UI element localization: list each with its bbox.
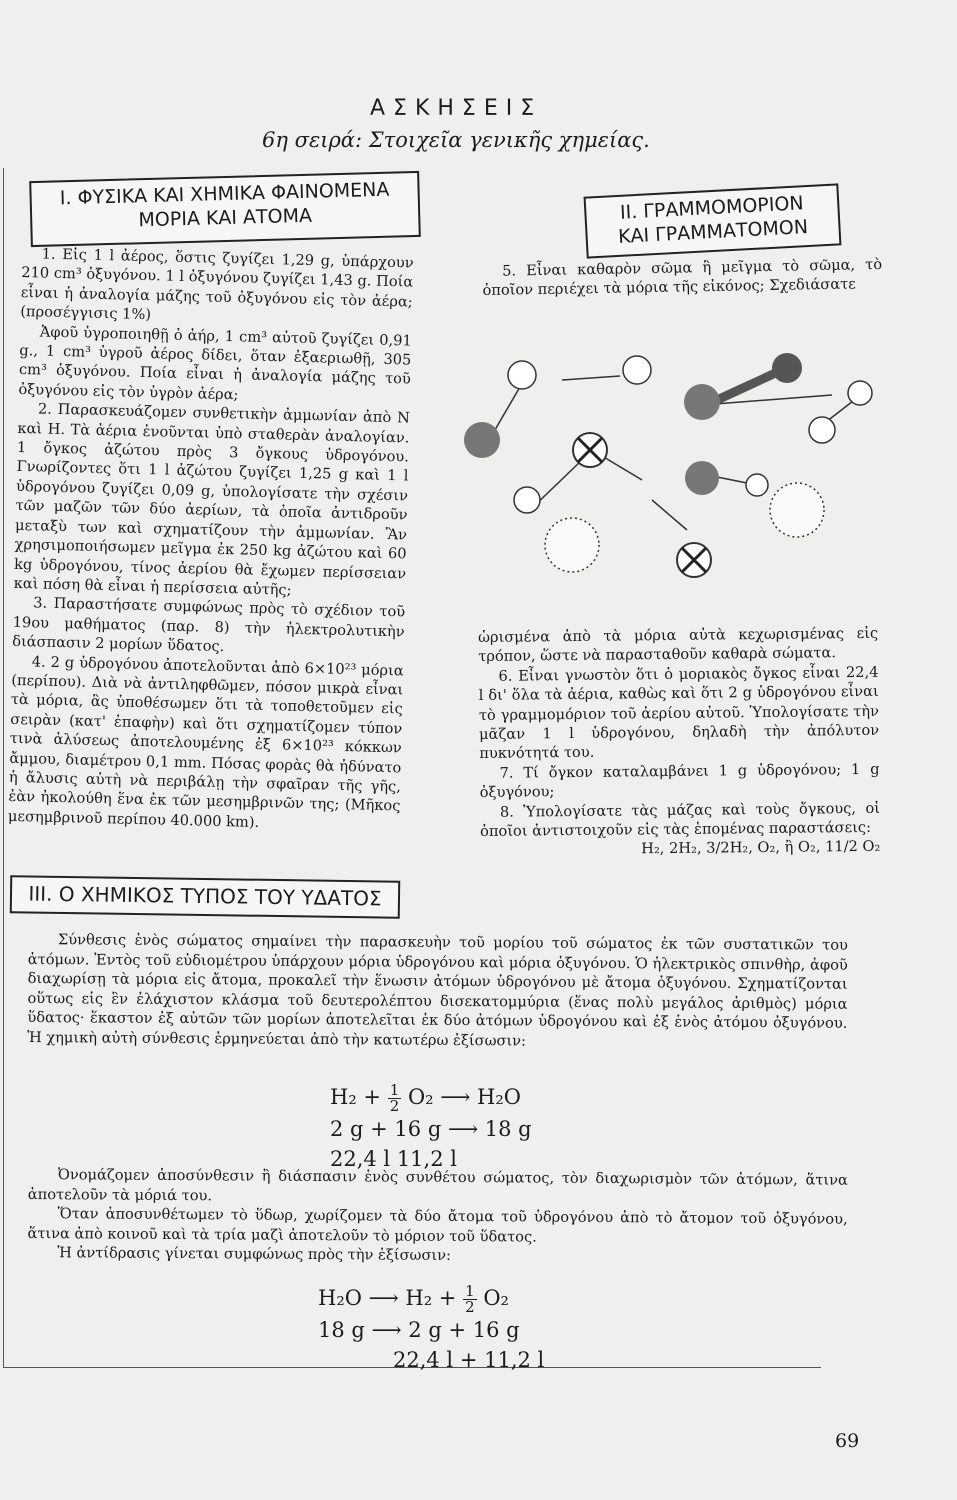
exercise-1b: Ἀφοῦ ὑγροποιηθῇ ὁ ἀήρ, 1 cm³ αὐτοῦ ζυγίζει 0,91 g., 1 cm³ ὑγροῦ ἀέρος δίδει, ὅταν ἐξαεριωθῇ, 305 cm³ ὀξυγόνου. Ποία εἶναι ἡ ἀναλογία μάζης τοῦ ὀξυγόνου εἰς τὸν ὑγρὸν ἀέρα; (18, 323, 412, 404)
eq2-fraction (463, 1284, 477, 1315)
section-2-line-2: ΚΑΙ ΓΡΑΜΜΑΤΟΜΟΝ (617, 216, 809, 248)
section-heading-1 (29, 171, 421, 247)
atom-grey (685, 461, 719, 495)
paragraph-reaction: Ἡ ἀντίδρασις γίνεται συμφώνως πρὸς τὴν ἐξίσωσιν: (57, 1244, 452, 1265)
right-column-bottom (478, 624, 880, 861)
section-3-line-1: III. Ο ΧΗΜΙΚΟΣ ΤΥΠΟΣ ΤΟΥ ΥΔΑΤΟΣ (28, 881, 382, 911)
exercise-6: 6. Εἶναι γνωστὸν ὅτι ὁ μοριακὸς ὄγκος εἶναι 22,4 l δι' ὅλα τὰ ἀέρια, καθὼς καὶ ὅτι 2 g ὑδρογόνου εἶναι τὸ γραμμομόριον τοῦ ἀερίου αὐτοῦ. Ὑπολογίσατε τὴν μᾶζαν 1 l ὑδρογόνου, δηλαδὴ τὴν ἀπόλυτον πυκνότητά του. (478, 663, 880, 763)
eq2-masses: 18 g ⟶ 2 g + 16 g (318, 1318, 520, 1342)
page-subtitle: 6η σειρά: Στοιχεῖα γενικῆς χημείας. (262, 128, 650, 152)
eq2-frac-den: 2 (465, 1298, 475, 1316)
molecule-diagram (462, 350, 892, 590)
exercise-8: 8. Ὑπολογίσατε τὰς μάζας καὶ τοὺς ὄγκους, οἱ ὁποῖοι ἀντιστοιχοῦν εἰς τὰς ἑπομένας παραστάσεις: (480, 799, 880, 841)
exercise-8-formula: H₂, 2H₂, 3/2H₂, O₂, ἢ O₂, 11/2 O₂ (641, 838, 881, 858)
frame-left-line (3, 168, 4, 1368)
atom-dotted (545, 518, 599, 572)
section-3-decomposition (27, 1165, 848, 1269)
equation-synthesis (330, 1082, 532, 1174)
page-title: ΑΣΚΗΣΕΙΣ (370, 96, 543, 121)
eq1-frac-den: 2 (389, 1097, 400, 1115)
atom-hydrogen (848, 381, 872, 405)
exercise-1: 1. Εἰς 1 l ἀέρος, ὅστις ζυγίζει 1,29 g, ὑπάρχουν 210 cm³ ὀξυγόνου. 1 l ὀξυγόνου ζυγίζει 1,43 g. Ποία εἶναι ἡ ἀναλογία μάζης τοῦ ὀξυγόνου εἰς τὸν ἀέρα; (προσέγγισις 1%) (20, 245, 414, 324)
atom-hydrogen (514, 487, 540, 513)
eq1-masses: 2 g + 16 g ⟶ 18 g (330, 1117, 532, 1141)
section-1-line-1: I. ΦΥΣΙΚΑ ΚΑΙ ΧΗΜΙΚΑ ΦΑΙΝΟΜΕΝΑ (59, 178, 390, 210)
paragraph-synthesis: Σύνθεσις ἑνὸς σώματος σημαίνει τὴν παρασκευὴν τοῦ μορίου τοῦ σώματος ἐκ τῶν συστατικῶν του ἀτόμων. Ἐντὸς τοῦ εὐδιομέτρου ὑπάρχουν μόρια ὑδρογόνου καὶ μόρια ὀξυγόνου. Ὁ ἠλεκτρικὸς σπινθὴρ, ἀφοῦ διαχωρίσῃ τὰ μόρια εἰς ἄτομα, προκαλεῖ τὴν ἕνωσιν ἀτόμων ὑδρογόνου μὲ ἄτομα ὀξυγόνου. Σχηματίζονται οὕτως εἰς ἓν ἐλάχιστον κλάσμα τοῦ δευτερολέπτου δισεκατομμύρια (ἕνας πολὺ μεγάλος ἀριθμὸς) μόρια ὕδατος· ἕκαστον ἐξ αὐτῶν τῶν μορίων ἀποτελεῖται ἐκ δύο ἀτόμων ὑδρογόνου καὶ ἐξ ἑνὸς ἀτόμου ὀξυγόνου. Ἡ χημικὴ αὐτὴ σύνθεσις ἑρμηνεύεται ἀπὸ τὴν κατωτέρω ἐξίσωσιν: (27, 931, 848, 1050)
eq2-right: O₂ (483, 1286, 509, 1310)
atom-hydrogen (623, 356, 651, 384)
section-2-line-1: II. ΓΡΑΜΜΟΜΟΡΙΟΝ (619, 192, 805, 224)
atom-grey (684, 384, 720, 420)
paragraph-decomposition: Ὀνομάζομεν ἀποσύνθεσιν ἢ διάσπασιν ἑνὸς συνθέτου σώματος, τὸν διαχωρισμὸν τῶν ἀτόμων, ἅτινα ἀποτελοῦν τὰ μόριά του. (27, 1166, 848, 1204)
section-1-line-2: ΜΟΡΙΑ ΚΑΙ ΑΤΟΜΑ (138, 204, 313, 232)
paragraph-water-split: Ὅταν ἀποσυνθέτωμεν τὸ ὕδωρ, χωρίζομεν τὰ δύο ἄτομα τοῦ ὑδρογόνου ἀπὸ τὸ ἄτομον τοῦ ὀξυγόνου, ἅτινα ἀπὸ κοινοῦ καὶ τὰ τρία μαζὶ ἀποτελοῦν τὸ μόριον τοῦ ὕδατος. (27, 1205, 848, 1246)
atom-hydrogen (746, 474, 768, 496)
eq1-volumes: 22,4 l 11,2 l (330, 1147, 457, 1171)
exercise-3: 3. Παραστήσατε συμφώνως πρὸς τὸ σχέδιον τοῦ 19ου μαθήματος (παρ. 8) τὴν ἠλεκτρολυτικὴν διάσπασιν 2 μορίων ὕδατος. (12, 594, 406, 656)
exercise-7: 7. Τί ὄγκον καταλαμβάνει 1 g ὑδρογόνου; 1 g ὀξυγόνου; (479, 760, 880, 802)
atom-dark (772, 353, 802, 383)
eq1-frac-num: 1 (389, 1081, 400, 1099)
atom-hydrogen (809, 417, 835, 443)
atom-dotted (770, 483, 824, 537)
right-column-top (482, 255, 883, 301)
section-heading-2 (584, 183, 842, 258)
eq1-left: H₂ + (330, 1085, 382, 1109)
atom-hydrogen (508, 361, 536, 389)
left-column (8, 244, 414, 836)
bond-bar (717, 370, 782, 400)
exercise-5b: ὡρισμένα ἀπὸ τὰ μόρια αὐτὰ κεχωρισμένας εἰς τρόπον, ὥστε νὰ παρασταθοῦν καθαρὰ σώματα. (478, 624, 879, 666)
exercise-5: 5. Εἶναι καθαρὸν σῶμα ἢ μεῖγμα τὸ σῶμα, τὸ ὁποῖον περιέχει τὰ μόρια τῆς εἰκόνος; Σχεδιάσατε (482, 256, 883, 300)
exercise-4: 4. 2 g ὑδρογόνου ἀποτελοῦνται ἀπὸ 6×10²³ μόρια (περίπου). Διὰ νὰ ἀντιληφθῶμεν, πόσον μικρὰ εἶναι τὰ μόρια, ἂς ὑποθέσωμεν ὅτι τὰ τοποθετοῦμεν εἰς σειρὰν (κατ' ἐπαφὴν) καὶ ὅτι σχηματίζομεν τύπον τινὰ ἀλύσεως ἀποτελουμένης ἐξ 6×10²³ κόκκων ἄμμου, διαμέτρου 0,1 mm. Πόσας φορὰς θὰ ἠδύνατο ἡ ἄλυσις αὐτὴ νὰ περιβάλῃ τὴν σφαῖραν τῆς γῆς, ἐὰν ἠκολούθη ἕνα ἐκ τῶν μεσημβρινῶν της; (Μῆκος μεσημβρινοῦ περίπου 40.000 km). (7, 652, 404, 831)
eq2-left: H₂O ⟶ H₂ + (318, 1286, 457, 1310)
exercise-2: 2. Παρασκευάζομεν συνθετικὴν ἀμμωνίαν ἀπὸ N καὶ H. Τὰ ἀέρια ἑνοῦνται ὑπὸ σταθερὰν ἀναλογίαν. 1 ὄγκος ἀζώτου πρὸς 3 ὄγκους ὑδρογόνου. Γνωρίζοντες ὅτι 1 l ἀζώτου ζυγίζει 1,25 g καὶ 1 l ὑδρογόνου ζυγίζει 0,09 g, ὑπολογίσατε τὴν σχέσιν τῶν μαζῶν τῶν δύο ἀερίων, τὰ ὁποῖα ἀντιδροῦν μεταξὺ των καὶ σχηματίζουν τὴν ἀμμωνίαν. Ἂν χρησιμοποιήσωμεν μεῖγμα ἐκ 250 kg ἀζώτου καὶ 60 kg ὑδρογόνου, τίνος ἀερίου θὰ ἔχωμεν περίσσειαν καὶ πόση θὰ εἶναι ἡ περίσσεια αὐτῆς; (13, 400, 411, 599)
eq1-fraction (388, 1083, 402, 1114)
page-number: 69 (835, 1430, 860, 1452)
atom-grey (464, 422, 500, 458)
section-heading-3 (10, 875, 400, 918)
eq2-volumes: 22,4 l + 11,2 l (393, 1348, 545, 1372)
equation-decomposition (318, 1283, 544, 1375)
eq2-frac-num: 1 (465, 1282, 475, 1300)
eq1-right: O₂ ⟶ H₂O (407, 1085, 521, 1109)
section-3-intro (27, 930, 848, 1053)
